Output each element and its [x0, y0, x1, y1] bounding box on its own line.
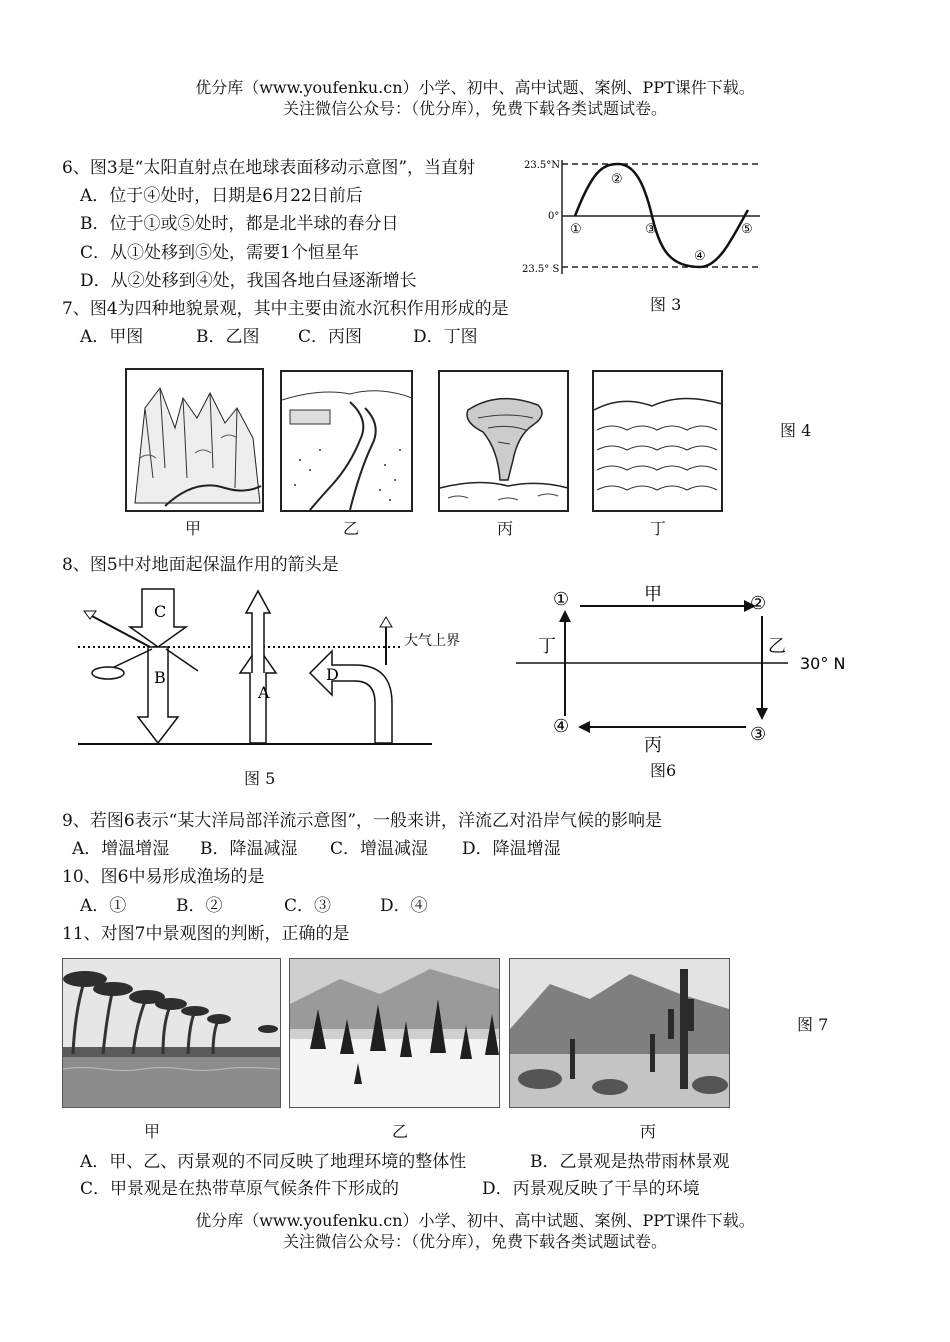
q7-option-c: C．丙图: [298, 327, 363, 347]
fig3-point-5: ⑤: [741, 222, 753, 237]
q9-option-a: A．增温增湿: [72, 839, 170, 859]
figure-4-sketch-yi: [280, 370, 414, 513]
q6-option-d: D．从②处移到④处，我国各地白昼逐渐增长: [80, 271, 417, 291]
fig6-point-4: ④: [553, 716, 570, 737]
figure-7-photo-jia: [62, 958, 281, 1108]
q6-option-a: A．位于④处时，日期是6月22日前后: [80, 186, 363, 206]
figure-7-label-jia: 甲: [144, 1122, 161, 1141]
fig3-lat-mid: 0°: [548, 211, 560, 222]
figure-3-caption: 图 3: [650, 295, 682, 314]
q7-option-b: B．乙图: [196, 327, 260, 347]
fig6-current-ding: 丁: [538, 636, 556, 657]
figure-7-label-bing: 丙: [640, 1122, 657, 1141]
q11-stem: 11、对图7中景观图的判断，正确的是: [62, 924, 350, 944]
figure-3-sun-path-diagram: [520, 152, 770, 282]
figure-6-ocean-current-diagram: [512, 580, 862, 760]
fig6-point-2: ②: [750, 593, 767, 614]
figure-4-label-ding: 丁: [650, 519, 667, 538]
fig3-lat-top: 23.5°N: [524, 160, 561, 171]
figure-5-heat-diagram: [70, 585, 480, 755]
fig3-lat-bottom: 23.5° S: [522, 264, 560, 275]
figure-4-sketch-bing: [438, 370, 570, 513]
fig3-point-1: ①: [570, 222, 582, 237]
figure-4-caption: 图 4: [780, 421, 812, 440]
figure-7-caption: 图 7: [797, 1015, 829, 1034]
figure-4-sketch-ding: [592, 370, 724, 513]
q11-option-d: D．丙景观反映了干旱的环境: [482, 1179, 700, 1199]
fig3-point-4: ④: [694, 249, 706, 264]
fig6-point-1: ①: [553, 589, 570, 610]
q6-option-c: C．从①处移到⑤处，需要1个恒星年: [80, 243, 359, 263]
q7-option-d: D．丁图: [413, 327, 478, 347]
footer-line-1: 优分库（www.youfenku.cn）小学、初中、高中试题、案例、PPT课件下载。: [195, 1211, 755, 1230]
fig6-latitude: 30° N: [800, 654, 846, 673]
figure-4-sketch-jia: [125, 368, 265, 513]
fig5-arrow-c: C: [154, 602, 167, 621]
q7-stem: 7、图4为四种地貌景观，其中主要由流水沉积作用形成的是: [62, 299, 509, 319]
figure-4-label-bing: 丙: [497, 519, 514, 538]
fig6-current-jia: 甲: [644, 584, 662, 605]
fig6-current-yi: 乙: [768, 636, 786, 657]
fig3-point-2: ②: [611, 172, 623, 187]
figure-4-label-yi: 乙: [343, 519, 360, 538]
q10-stem: 10、图6中易形成渔场的是: [62, 867, 265, 887]
q11-option-b: B．乙景观是热带雨林景观: [530, 1152, 730, 1172]
figure-4-label-jia: 甲: [185, 519, 202, 538]
q11-option-c: C．甲景观是在热带草原气候条件下形成的: [80, 1179, 400, 1199]
fig5-arrow-a: A: [258, 683, 270, 702]
fig6-point-3: ③: [750, 724, 767, 745]
header-line-2: 关注微信公众号：（优分库），免费下载各类试题试卷。: [282, 99, 667, 118]
q9-option-d: D．降温增湿: [462, 839, 561, 859]
q6-stem: 6、图3是“太阳直射点在地球表面移动示意图”，当直射: [62, 158, 476, 178]
q10-option-c: C．③: [284, 896, 332, 916]
q10-option-d: D．④: [380, 896, 428, 916]
q8-stem: 8、图5中对地面起保温作用的箭头是: [62, 555, 339, 575]
fig5-arrow-d: D: [326, 665, 339, 684]
figure-5-caption: 图 5: [244, 769, 276, 788]
figure-7-label-yi: 乙: [392, 1122, 409, 1141]
figure-7-photo-bing: [509, 958, 730, 1108]
q10-option-b: B．②: [176, 896, 223, 916]
figure-6-caption: 图6: [650, 761, 677, 780]
figure-7-photo-yi: [289, 958, 500, 1108]
fig6-current-bing: 丙: [644, 735, 662, 756]
footer-line-2: 关注微信公众号：（优分库），免费下载各类试题试卷。: [282, 1232, 667, 1251]
q9-stem: 9、若图6表示“某大洋局部洋流示意图”，一般来讲，洋流乙对沿岸气候的影响是: [62, 811, 663, 831]
q10-option-a: A．①: [80, 896, 127, 916]
header-line-1: 优分库（www.youfenku.cn）小学、初中、高中试题、案例、PPT课件下载。: [195, 78, 755, 97]
fig3-point-3: ③: [645, 222, 657, 237]
fig5-arrow-b: B: [154, 668, 166, 687]
q7-option-a: A．甲图: [80, 327, 144, 347]
fig5-boundary-label: 大气上界: [404, 633, 460, 649]
q9-option-c: C．增温减湿: [330, 839, 429, 859]
q6-option-b: B．位于①或⑤处时，都是北半球的春分日: [80, 214, 399, 234]
q11-option-a: A．甲、乙、丙景观的不同反映了地理环境的整体性: [80, 1152, 467, 1172]
q9-option-b: B．降温减湿: [200, 839, 298, 859]
